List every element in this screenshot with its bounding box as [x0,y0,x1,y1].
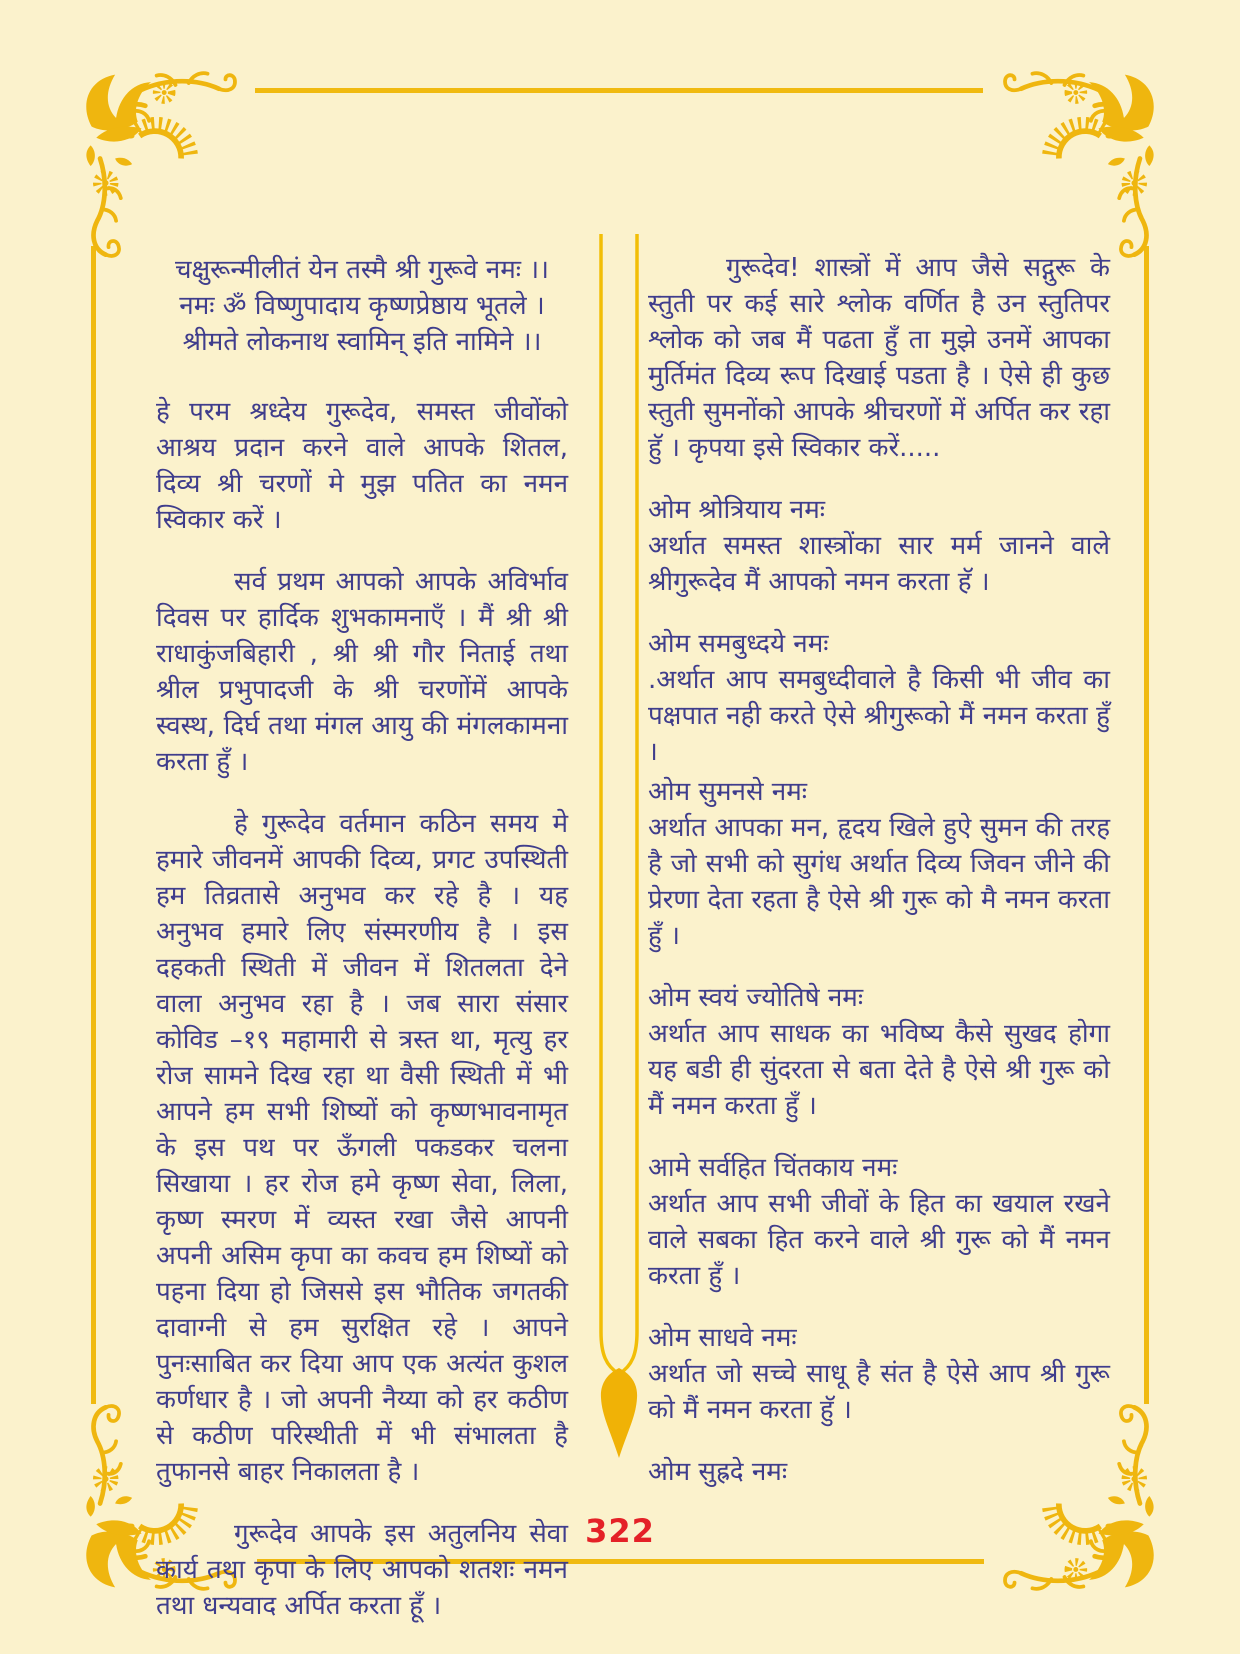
mantra-body: अर्थात आप सभी जीवों के हित का खयाल रखने वाले सबका हित करने वाले श्री गुरू को मैं नमन करता हुँ । [648,1189,1110,1291]
shloka-line: चक्षुरून्मीलीतं येन तस्मै श्री गुरूवे नमः ।। [174,255,550,285]
mantra-body: अर्थात जो सच्चे साधू है संत है ऐसे आप श्री गुरू को मैं नमन करता हुॅ । [648,1359,1110,1425]
mantra-body: अर्थात आपका मन, हृदय खिले हुऐ सुमन की तरह है जो सभी को सुगंध अर्थात दिव्य जिवन जीने की प्रेरणा देता रहता है ऐसे श्री गुरू को मै नमन करता हुँ । [648,813,1110,951]
mantra-title: आमे सर्वहित चिंतकाय नमः [648,1153,898,1183]
shloka-line: नमः ॐ विष्णुपादाय कृष्णप्रेष्ठाय भूतले । [179,291,545,321]
mantra-body: अर्थात आप साधक का भविष्य कैसे सुखद होगा यह बडी ही सुंदरता से बता देते है ऐसे श्री गुरू को मैं नमन करता हुँ । [648,1019,1110,1121]
left-text-column [156,252,568,1650]
paragraph: गुरूदेव आपके इस अतुलनिय सेवा कार्य तथा कृपा के लिए आपको शतशः नमन तथा धन्यवाद अर्पित करता हूँ । [156,1519,568,1621]
page-number: 322 [585,1512,655,1550]
mantra-body: अर्थात समस्त शास्त्रोंका सार मर्म जानने वाले श्रीगुरूदेव मैं आपको नमन करता हॅ । [648,531,1110,597]
mantra-title: ओम समबुध्दये नमः [648,629,829,659]
mantra-title: ओम श्रोत्रियाय नमः [648,495,826,525]
paragraph: हे गुरूदेव वर्तमान कठिन समय मे हमारे जीवनमें आपकी दिव्य, प्रगट उपस्थिती हम तिव्रतासे अनुभव कर रहे है । यह अनुभव हमारे लिए संस्मरणीय है । इस दहकती स्थिती में जीवन में शितलता देने वाला अनुभव रहा है । जब सारा संसार कोविड –१९ महामारी से त्रस्त था, मृत्यु हर रोज सामने दिख रहा था वैसी स्थिती में भी आपने हम सभी शिष्यों को कृष्णभावनामृत के इस पथ पर ऊँगली पकडकर चलना सिखाया । हर रोज हमे कृष्ण सेवा, लिला, कृष्ण स्मरण में व्यस्त रखा जैसे आपनी अपनी असिम कृपा का कवच हम शिष्यों को पहना दिया हो जिससे इस भौतिक जगतकी दावाग्नी से हम सुरक्षित रहे । आपने पुनःसाबित कर दिया आप एक अत्यंत कुशल कर्णधार है । जो अपनी नैय्या को हर कठीण से कठीण परिस्थीती में भी संभालता है तुफानसे बाहर निकालता है । [156,809,568,1487]
mantra-title: ओम स्वयं ज्योतिषे नमः [648,983,864,1013]
paragraph: हे परम श्रध्देय गुरूदेव, समस्त जीवोंको आश्रय प्रदान करने वाले आपके शितल, दिव्य श्री चरणों मे मुझ पतित का नमन स्विकार करें । [156,397,568,535]
mantra-section [648,774,1110,954]
frame-line-left [91,246,96,1404]
right-text-column [648,250,1110,1516]
floral-corner-ornament-icon [76,68,258,266]
mantra-section [648,626,1110,770]
mantra-title: ओम साधवे नमः [648,1323,797,1353]
frame-line-right [1144,246,1149,1404]
mantra-body: .अर्थात आप समबुध्दीवाले है किसी भी जीव का पक्षपात नही करते ऐसे श्रीगुरूको मैं नमन करता हुँ । [648,665,1110,767]
column-divider-drop-icon [591,232,647,1462]
mantra-section [648,980,1110,1124]
floral-corner-ornament-icon [982,68,1164,266]
shloka-line: श्रीमते लोकनाथ स्वामिन् इति नामिने ।। [182,327,542,357]
mantra-title: ओम सुह्रदे नमः [648,1457,788,1487]
mantra-section [648,1454,1110,1490]
mantra-section [648,492,1110,600]
mantra-section [648,1150,1110,1294]
frame-line-top [255,88,983,93]
paragraph: सर्व प्रथम आपको आपके अविर्भाव दिवस पर हार्दिक शुभकामनाएँ । मैं श्री श्री राधाकुंजबिहारी , श्री श्री गौर निताई तथा श्रील प्रभुपादजी के श्री चरणोंमें आपके स्वस्थ, दिर्घ तथा मंगल आयु की मंगलकामना करता हुँ । [156,567,568,777]
mantra-section [648,1320,1110,1428]
mantra-title: ओम सुमनसे नमः [648,777,808,807]
invocation-shloka [156,252,568,360]
paragraph: गुरूदेव! शास्त्रों में आप जैसे सद्गुरू के स्तुती पर कई सारे श्लोक वर्णित है उन स्तुतिपर श्लोक को जब मैं पढता हुँ ता मुझे उनमें आपका मुर्तिमंत दिव्य रूप दिखाई पडता है । ऐसे ही कुछ स्तुती सुमनोंको आपके श्रीचरणों में अर्पित कर रहा हुॅ । कृपया इसे स्विकार करें..... [648,253,1110,463]
